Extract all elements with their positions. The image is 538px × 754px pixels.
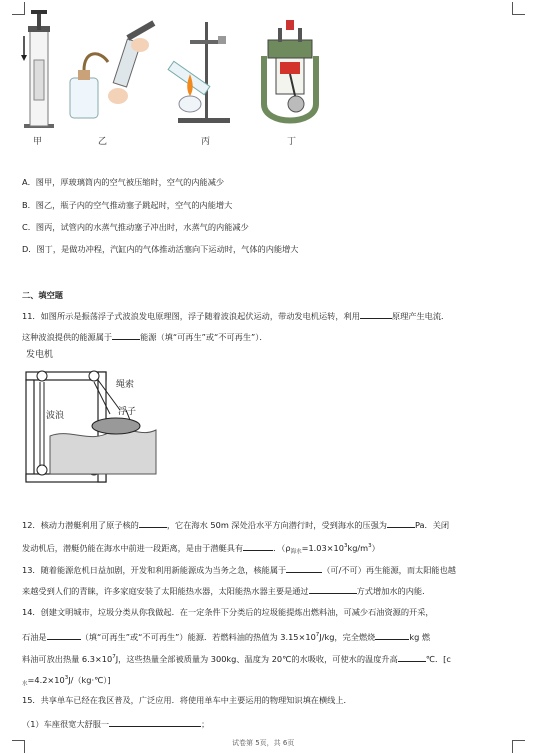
q14-text-d: kg 燃 [409,632,431,642]
q14-sup-1: 7 [315,632,320,638]
q12-text-c: Pa．关闭 [414,520,450,530]
wave-generator-diagram [20,358,160,486]
figure-label-ding: 丁 [287,137,297,147]
q12-blank-2[interactable] [387,518,415,528]
q11-text-d: 能源（填“可再生”或“不可再生”）． [140,332,268,342]
q13-text-c: 来越受到人们的青睐，许多家庭安装了太阳能热水器，太阳能热水器主要是通过 [22,586,309,596]
crop-mark-bottom-left [12,740,25,753]
q14-text-b: （填“可再生”或“不可再生”）能源．若燃料油的热值为 3.15×10 [80,632,316,642]
q14-text-c: J/kg，完全燃烧 [319,632,376,642]
q14-text-f: J，这些热量全部被质量为 300kg、温度为 20℃的水吸收，可使水的温度升高 [115,654,398,664]
q15-punct: ； [201,719,210,729]
figure-ding-engine-stroke [264,20,316,121]
option-d: D．图丁，是做功冲程，汽缸内的气体推动活塞向下运动时，气体的内能增大 [22,244,299,254]
q11-text-a: 11．如图所示是振荡浮子式波浪发电原理图，浮子随着波浪起伏运动，带动发电机运转，利用 [22,311,360,321]
q13-blank-1[interactable] [286,563,322,573]
q13-line2 [22,584,430,597]
q12-text-b: ，它在海水 50m 深处沿水平方向潜行时，受到海水的压强为 [166,520,387,530]
q12-blank-3[interactable] [243,541,273,551]
q13-blank-2[interactable] [309,584,357,594]
option-a: A．图甲，厚玻璃筒内的空气被压缩时，空气的内能减少 [22,177,225,187]
q11-text-c: 这种波浪提供的能源属于 [22,332,113,342]
page-footer: 试卷第 5页，共 6页 [232,739,295,747]
diagram-label-rope: 绳索 [116,380,135,390]
q12-text-f: =1.03×10 [301,543,344,553]
diagram-label-generator: 发电机 [26,350,54,360]
q11-line1 [22,309,449,322]
q15-sub1-text: （1）车座很宽大舒服一 [22,719,110,729]
diagram-label-float: 浮子 [118,407,137,417]
q11-blank-2[interactable] [112,330,140,340]
q12-line2 [22,541,380,558]
q11-line2 [22,330,268,343]
q13-text-b: （可/不可）再生能源，而太阳能也越 [322,565,456,575]
figure-yi-bottle-pump [70,20,155,118]
q12-text-a: 12．核动力潜艇利用了原子核的 [22,520,139,530]
q14-text-h: =4.2×10 [27,675,65,685]
option-c: C．图丙，试管内的水蒸气推动塞子冲出时，水蒸气的内能减少 [22,222,249,232]
q14-line2 [22,630,430,643]
q15-sub1 [22,717,209,730]
q13-text-d: 方式增加水的内能． [356,586,431,596]
q14-text-a: 石油是 [22,632,47,642]
figure-strip [0,0,538,150]
q14-sup-2: 7 [112,654,116,660]
q12-text-e: ．（ρ [273,543,291,553]
section-title: 二、填空题 [22,290,63,300]
q14-sup-3: 3 [64,675,69,681]
q12-line1 [22,518,449,531]
q15-blank-1[interactable] [109,717,201,727]
figure-bing-test-tube [168,22,230,123]
q14-text-e: 料油可放出热量 6.3×10 [22,654,113,664]
figure-label-jia: 甲 [33,137,43,147]
q12-sup-2: 3 [368,543,372,549]
q13-text-a: 13．随着能源危机日益加剧，开发和利用新能源成为当务之急，核能属于 [22,565,287,575]
q14-text-i: J/（kg·℃）] [68,675,111,685]
q14-line1: 14．创建文明城市，垃圾分类从你我做起．在一定条件下分类后的垃圾能提炼出燃料油，可减少石油资源的开采， [22,607,434,617]
q11-text-b: 原理产生电流． [391,311,450,321]
q11-blank-1[interactable] [360,309,392,319]
figure-jia-compression-tube [21,10,54,128]
diagram-label-wave: 波浪 [46,411,65,421]
q12-text-d: 发动机后，潜艇仍能在海水中前进一段距离，是由于潜艇具有 [22,543,244,553]
figure-label-yi: 乙 [98,137,108,147]
q14-sub-water: 水 [22,681,28,687]
option-b: B．图乙，瓶子内的空气推动塞子跳起时，空气的内能增大 [22,200,233,210]
crop-mark-bottom-right [512,740,525,753]
q14-text-g: ℃．[c [425,654,451,664]
figure-label-bing: 丙 [201,137,211,147]
q13-line1 [22,563,456,576]
q14-blank-3[interactable] [398,652,426,662]
q15-line1: 15．共享单车已经在我区普及，广泛应用．将使用单车中主要运用的物理知识填在横线上． [22,695,352,705]
q12-text-g: kg/m [347,543,369,553]
q14-blank-1[interactable] [47,630,81,640]
q12-text-h: ） [371,543,380,553]
q12-sub-seawater: 海水 [290,549,302,555]
q14-line3 [22,652,451,665]
q12-blank-1[interactable] [139,518,167,528]
q14-line4 [22,673,111,690]
q14-blank-2[interactable] [375,630,409,640]
q12-sup-1: 3 [343,543,348,549]
